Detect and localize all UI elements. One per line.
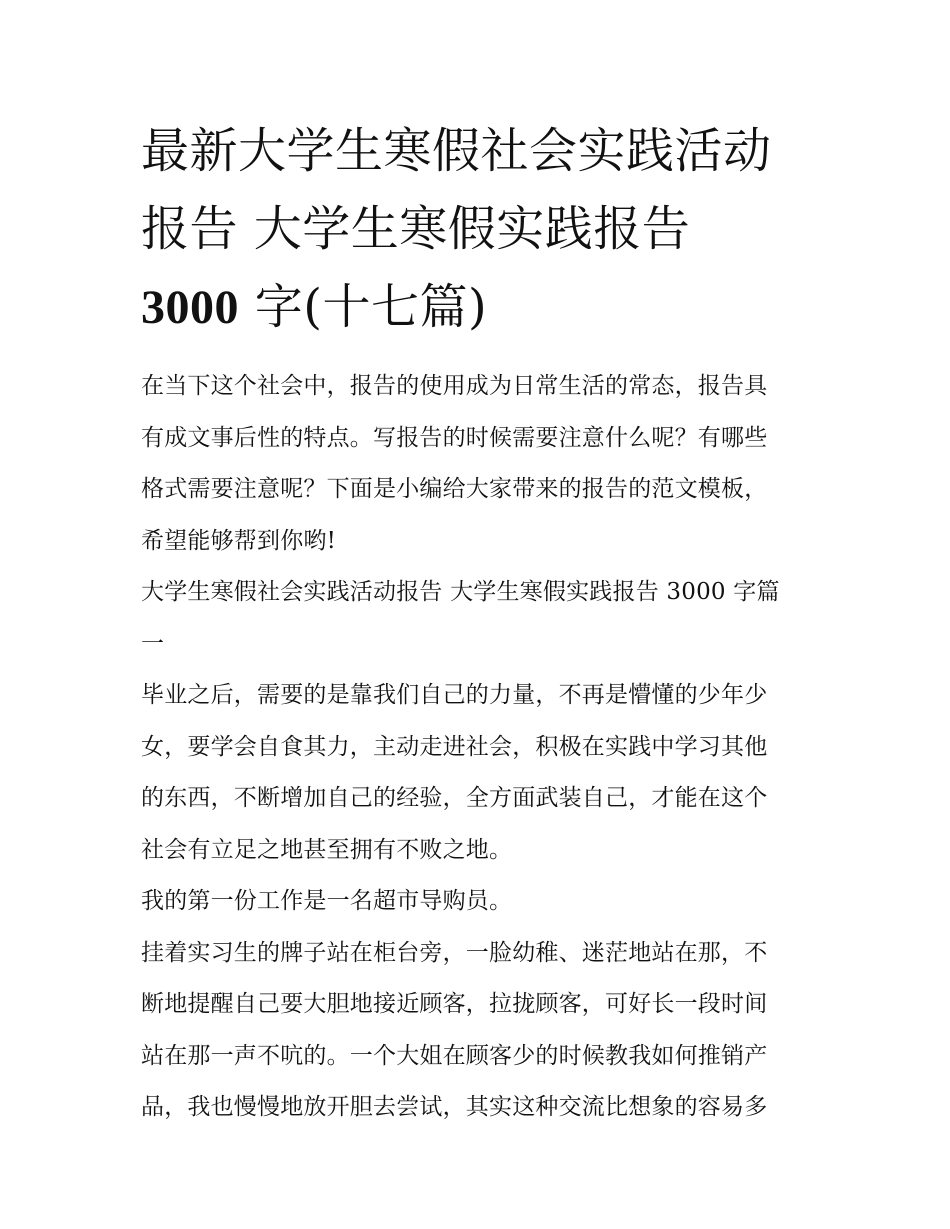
document-content — [141, 112, 813, 1134]
body-line: 女，要学会自食其力，主动走进社会，积极在实践中学习其他 — [141, 733, 768, 760]
title-line-2: 报告 大学生寒假实践报告 — [141, 201, 691, 257]
body-paragraph-1 — [141, 670, 813, 876]
document-title — [141, 112, 813, 347]
title-spacer — [141, 347, 813, 361]
body-paragraph-3 — [141, 928, 813, 1134]
section-heading-line: 一 — [141, 630, 165, 657]
section-heading — [141, 567, 813, 670]
intro-line: 希望能够帮到你哟! — [141, 527, 337, 554]
intro-line: 在当下这个社会中，报告的使用成为日常生活的常态，报告具 — [141, 373, 768, 399]
body-line: 社会有立足之地甚至拥有不败之地。 — [141, 836, 513, 863]
body-line: 站在那一声不吭的。一个大姐在顾客少的时候教我如何推销产 — [141, 1042, 768, 1069]
title-line-3 — [141, 268, 813, 347]
section-heading-line: 大学生寒假社会实践活动报告 大学生寒假实践报告 3000 字篇 — [141, 579, 780, 605]
title-suffix: 字(十七篇) — [254, 279, 488, 335]
intro-line: 格式需要注意呢？下面是小编给大家带来的报告的范文模板， — [141, 476, 768, 502]
body-line: 挂着实习生的牌子站在柜台旁，一脸幼稚、迷茫地站在那，不 — [141, 939, 768, 966]
body-paragraph-2 — [141, 876, 813, 928]
body-line: 我的第一份工作是一名超市导购员。 — [141, 888, 513, 914]
intro-paragraph — [141, 361, 813, 567]
title-line-1: 最新大学生寒假社会实践活动 — [141, 123, 772, 179]
intro-line: 有成文事后性的特点。写报告的时候需要注意什么呢？有哪些 — [141, 424, 768, 451]
body-line: 的东西，不断增加自己的经验，全方面武装自己，才能在这个 — [141, 785, 768, 811]
body-line: 毕业之后，需要的是靠我们自己的力量，不再是懵懂的少年少 — [141, 682, 768, 708]
body-line: 品，我也慢慢地放开胆去尝试，其实这种交流比想象的容易多 — [141, 1094, 768, 1120]
title-word-count: 3000 — [141, 281, 239, 334]
body-line: 断地提醒自己要大胆地接近顾客，拉拢顾客，可好长一段时间 — [141, 991, 768, 1017]
